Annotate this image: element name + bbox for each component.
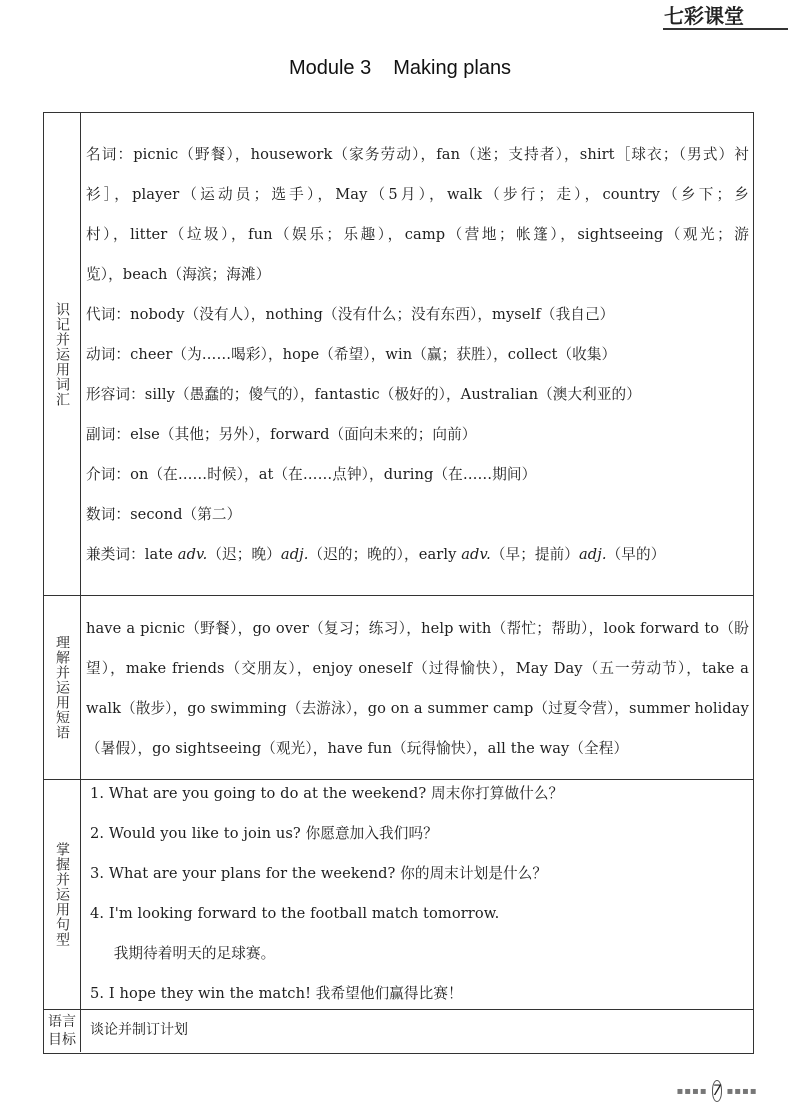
goal-content: 谈论并制订计划 <box>90 1022 188 1038</box>
sentence-line: 4. I'm looking forward to the football match tomorrow. <box>90 905 500 922</box>
page-number-value: 7 <box>712 1080 723 1102</box>
vocab-line: 衫］，player（运动员；选手），May（5月），walk（步行；走），country（乡下；乡 <box>86 186 749 203</box>
phrases-label-text: 理解并运用短语 <box>54 634 70 740</box>
sentences-label-text: 掌握并运用句型 <box>54 841 70 947</box>
brand-logo-text: 七彩课堂 <box>664 4 744 28</box>
column-divider <box>80 113 81 1052</box>
pos-abbrev: adj. <box>280 546 309 563</box>
pos-abbrev: adv. <box>177 546 208 563</box>
vocab-line: 动词：cheer（为……喝彩），hope（希望），win（赢；获胜），collect（收集） <box>86 346 617 363</box>
sentence-line: 我期待着明天的足球赛。 <box>90 945 276 962</box>
pos-abbrev: adv. <box>461 546 491 563</box>
page-decoration-right: ▪▪▪▪ <box>726 1085 758 1097</box>
vocab-line: 代词：nobody（没有人），nothing（没有什么；没有东西），myself（我自己） <box>86 306 615 323</box>
page-decoration-left: ▪▪▪▪ <box>676 1085 708 1097</box>
goal-label-text: 语言目标 <box>48 1013 76 1048</box>
text-run: （早；提前） <box>490 546 579 563</box>
sentence-line: 5. I hope they win the match! 我希望他们赢得比赛！ <box>90 985 463 1002</box>
vocab-content <box>86 135 749 575</box>
row-divider <box>44 595 753 596</box>
module-number: Module 3 <box>288 57 372 79</box>
vocab-line: 副词：else（其他；另外），forward（面向未来的；向前） <box>86 426 477 443</box>
summary-table <box>43 112 754 1054</box>
text-run: （迟；晚） <box>207 546 281 563</box>
text-run: 兼类词：late <box>86 546 178 563</box>
sentence-line: 1. What are you going to do at the weekend? 周末你打算做什么？ <box>90 785 564 802</box>
vocab-label-text: 识记并运用词汇 <box>54 301 70 407</box>
vocab-label <box>44 113 80 595</box>
phrases-line: 望），make friends（交朋友），enjoy oneself（过得愉快），May Day（五一劳动节），take a <box>86 660 749 677</box>
phrases-content <box>86 609 749 769</box>
goal-label <box>44 1009 80 1052</box>
page-title <box>0 57 800 80</box>
phrases-line: walk（散步），go swimming（去游泳），go on a summer camp（过夏令营），summer holiday <box>86 700 750 717</box>
vocab-line: 览），beach（海滨；海滩） <box>86 266 271 283</box>
vocab-line: 数词：second（第二） <box>86 506 242 523</box>
module-name: Making plans <box>393 57 512 79</box>
vocab-line-multi-category <box>86 535 749 575</box>
vocab-line: 名词：picnic（野餐），housework（家务劳动），fan（迷；支持者），shirt［球衣；（男式）衬 <box>86 146 749 163</box>
vocab-line: 介词：on（在……时候），at（在……点钟），during（在……期间） <box>86 466 537 483</box>
vocab-line: 形容词：silly（愚蠢的；傻气的），fantastic（极好的），Australian（澳大利亚的） <box>86 386 641 403</box>
phrases-line: （暑假），go sightseeing（观光），have fun（玩得愉快），all the way（全程） <box>86 740 629 757</box>
phrases-line: have a picnic（野餐），go over（复习；练习），help with（帮忙；帮助），look forward to（盼 <box>86 620 749 637</box>
phrases-label <box>44 595 80 779</box>
pos-abbrev: adj. <box>579 546 607 563</box>
text-run: （迟的；晚的），early <box>308 546 462 563</box>
brand-logo-underline <box>663 28 788 30</box>
sentences-content <box>90 774 749 1014</box>
sentences-label <box>44 779 80 1009</box>
vocab-line: 村），litter（垃圾），fun（娱乐；乐趣），camp（营地；帐篷），sightseeing（观光；游 <box>86 226 749 243</box>
text-run: （早的） <box>606 546 666 563</box>
brand-logo <box>664 2 786 28</box>
sentence-line: 3. What are your plans for the weekend? 你的周末计划是什么？ <box>90 865 548 882</box>
page-number <box>678 1079 756 1103</box>
sentence-line: 2. Would you like to join us? 你愿意加入我们吗？ <box>90 825 438 842</box>
